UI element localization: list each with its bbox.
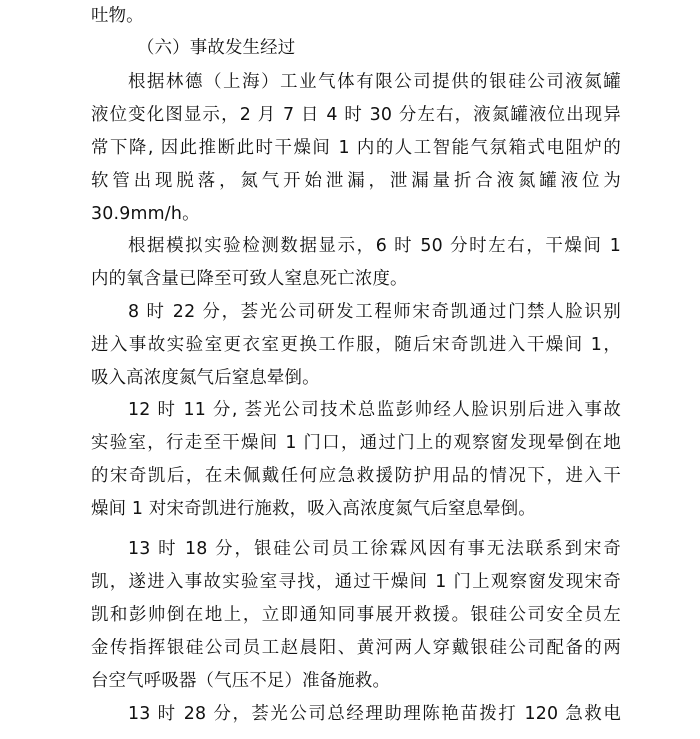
text-line: 根据模拟实验检测数据显示，6 时 50 分时左右，干燥间 1 bbox=[128, 236, 621, 256]
text-line: 软管出现脱落，氮气开始泄漏，泄漏量折合液氮罐液位为 bbox=[91, 171, 621, 191]
text-line: 常下降, 因此推断此时干燥间 1 内的人工智能气氛箱式电阻炉的 bbox=[91, 138, 621, 158]
text-line: 12 时 11 分, 荟光公司技术总监彭帅经人脸识别后进入事故 bbox=[128, 400, 621, 420]
text-line: 内的氧含量已降至可致人窒息死亡浓度。 bbox=[91, 269, 408, 289]
text-line: 吐物。 bbox=[91, 6, 144, 26]
text-line: 进入事故实验室更衣室更换工作服，随后宋奇凯进入干燥间 1， bbox=[91, 335, 621, 355]
text-line: 8 时 22 分，荟光公司研发工程师宋奇凯通过门禁人脸识别 bbox=[128, 302, 621, 322]
text-line: 吸入高浓度氮气后窒息晕倒。 bbox=[91, 368, 320, 388]
text-line: 根据林德（上海）工业气体有限公司提供的银硅公司液氮罐 bbox=[128, 72, 621, 92]
paragraph-4 bbox=[91, 394, 621, 526]
text-line: 凯，遂进入事故实验室寻找，通过干燥间 1 门上观察窗发现宋奇 bbox=[91, 572, 621, 592]
paragraph-5 bbox=[91, 533, 621, 698]
top-fragment bbox=[91, 0, 621, 33]
text-line: 30.9mm/h。 bbox=[91, 204, 200, 224]
text-line: 燥间 1 对宋奇凯进行施救，吸入高浓度氮气后窒息晕倒。 bbox=[91, 499, 536, 519]
text-line: 的宋奇凯后，在未佩戴任何应急救援防护用品的情况下，进入干 bbox=[91, 466, 621, 486]
text-line: 金传指挥银硅公司员工赵晨阳、黄河两人穿戴银硅公司配备的两 bbox=[91, 638, 621, 658]
paragraph-3 bbox=[91, 296, 621, 395]
text-line: 13 时 28 分，荟光公司总经理助理陈艳苗拨打 120 急救电 bbox=[128, 704, 621, 724]
text-line: 13 时 18 分，银硅公司员工徐霖风因有事无法联系到宋奇 bbox=[128, 539, 621, 559]
section-heading bbox=[91, 32, 621, 65]
text-line: 实验室，行走至干燥间 1 门口，通过门上的观察窗发现晕倒在地 bbox=[91, 433, 621, 453]
paragraph-6 bbox=[91, 698, 621, 731]
paragraph-1 bbox=[91, 66, 621, 231]
text-line: 凯和彭帅倒在地上，立即通知同事展开救援。银硅公司安全员左 bbox=[91, 605, 621, 625]
paragraph-2 bbox=[91, 230, 621, 296]
section-heading-text: （六）事故发生经过 bbox=[137, 38, 296, 58]
text-line: 液位变化图显示，2 月 7 日 4 时 30 分左右，液氮罐液位出现异 bbox=[91, 105, 621, 125]
text-line: 台空气呼吸器（气压不足）准备施救。 bbox=[91, 671, 391, 691]
